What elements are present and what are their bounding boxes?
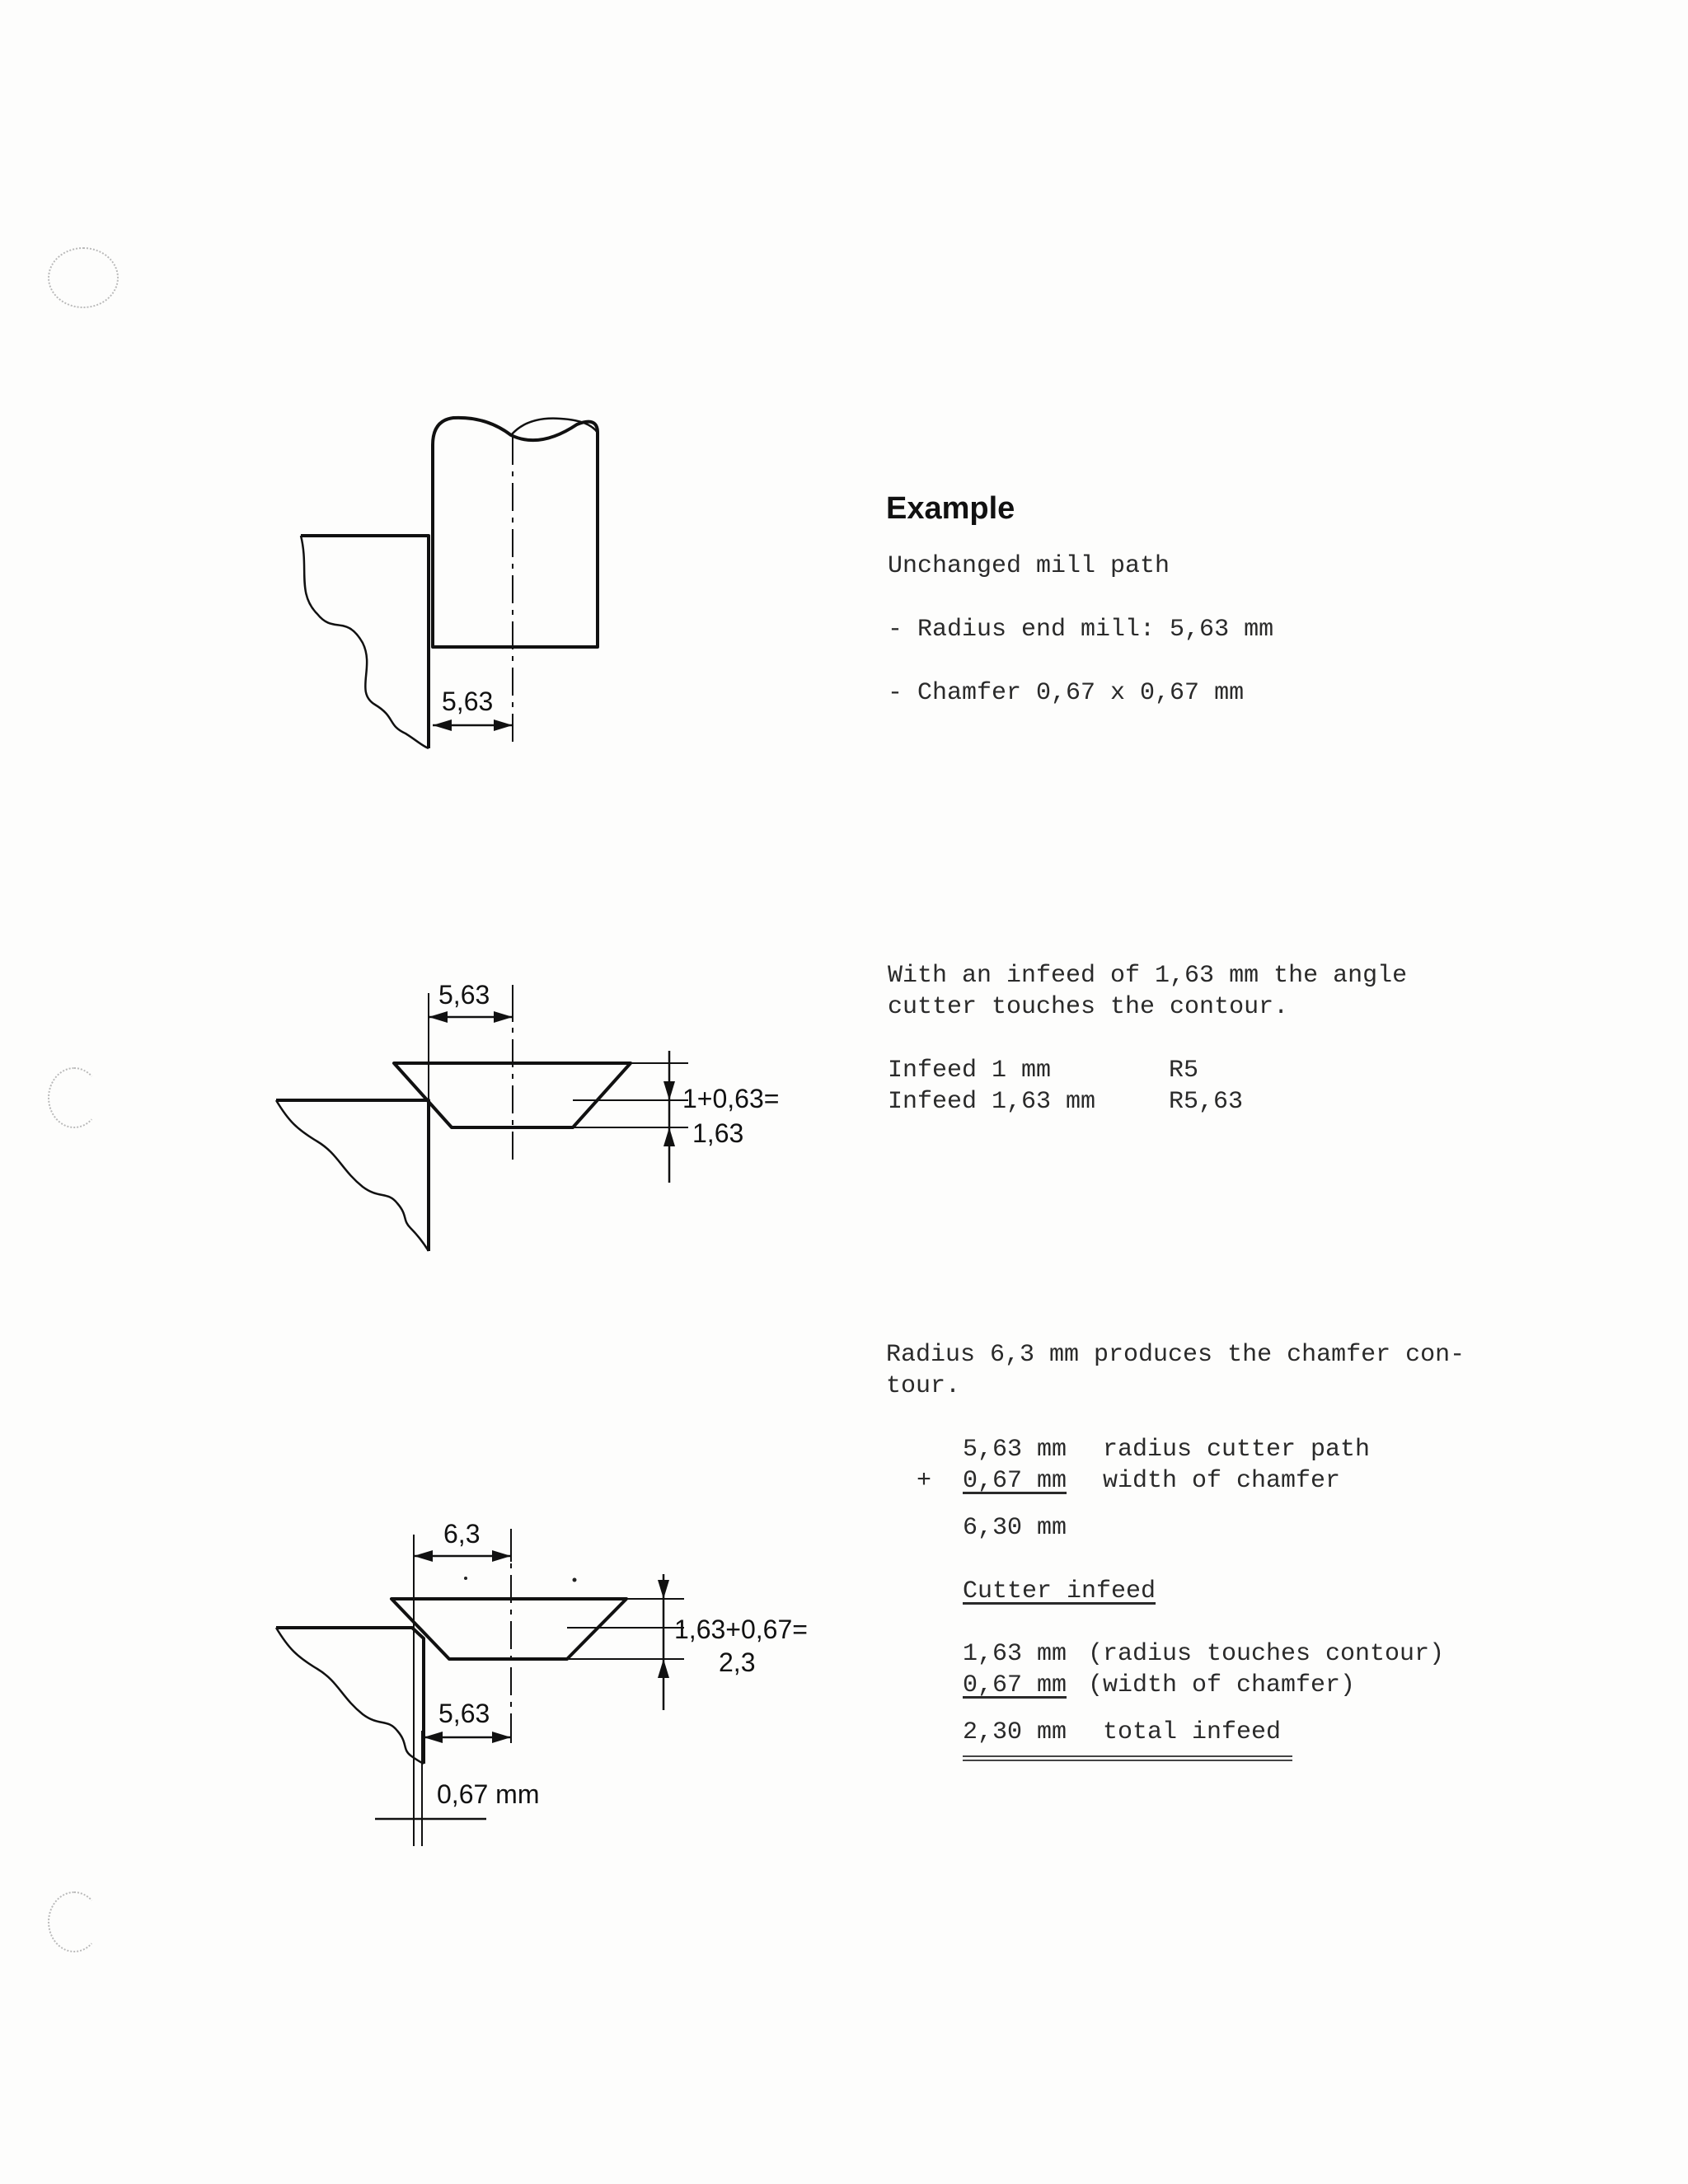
calc-sum: 6,30 mm bbox=[963, 1514, 1067, 1542]
infeed-row-value: R5,63 bbox=[1169, 1088, 1244, 1116]
example-bullet-chamfer: - Chamfer 0,67 x 0,67 mm bbox=[888, 679, 1245, 707]
workpiece-outline bbox=[276, 1628, 424, 1764]
diagram3-dim-right-1: 1,63+0,67= bbox=[674, 1615, 808, 1644]
infeed-row-label: Infeed 1,63 mm bbox=[888, 1088, 1096, 1116]
diagram3-dim-top: 6,3 bbox=[443, 1519, 481, 1549]
radius-text-line2: tour. bbox=[886, 1372, 961, 1400]
calc-r1-desc: radius cutter path bbox=[1103, 1436, 1371, 1464]
example-bullet-radius: - Radius end mill: 5,63 mm bbox=[888, 616, 1274, 644]
diagram1-dim-label: 5,63 bbox=[442, 687, 494, 716]
radius-text-line1: Radius 6,3 mm produces the chamfer con- bbox=[886, 1341, 1465, 1369]
calc-r1-value: 5,63 mm bbox=[963, 1436, 1067, 1464]
example-heading: Example bbox=[886, 491, 1015, 526]
example-subtitle: Unchanged mill path bbox=[888, 552, 1170, 580]
infeed-total-desc: total infeed bbox=[1103, 1718, 1282, 1746]
calc-r2-desc: width of chamfer bbox=[1103, 1467, 1341, 1495]
calc-plus-sign: + bbox=[917, 1467, 932, 1495]
total-double-underline bbox=[963, 1755, 1292, 1761]
diagram3-dim-right-2: 2,3 bbox=[719, 1647, 756, 1677]
infeed-calc-2-desc: (width of chamfer) bbox=[1088, 1671, 1356, 1699]
calc-r2-value: 0,67 mm bbox=[963, 1467, 1067, 1495]
diagram3-dim-bottom: 0,67 mm bbox=[437, 1779, 540, 1809]
infeed-text-line2: cutter touches the contour. bbox=[888, 993, 1289, 1021]
diagram2-dim-top: 5,63 bbox=[438, 980, 490, 1010]
angle-cutter-body bbox=[392, 1599, 626, 1659]
diagram2-dim-right-2: 1,63 bbox=[692, 1118, 744, 1148]
diagram3-dim-mid: 5,63 bbox=[438, 1699, 490, 1728]
infeed-row-value: R5 bbox=[1169, 1057, 1199, 1085]
infeed-text-line1: With an infeed of 1,63 mm the angle bbox=[888, 962, 1408, 990]
infeed-calc-2-value: 0,67 mm bbox=[963, 1671, 1067, 1699]
infeed-total-value: 2,30 mm bbox=[963, 1718, 1067, 1746]
infeed-calc-1-value: 1,63 mm bbox=[963, 1640, 1067, 1668]
infeed-calc-1-desc: (radius touches contour) bbox=[1088, 1640, 1445, 1668]
cutter-infeed-heading: Cutter infeed bbox=[963, 1577, 1156, 1605]
infeed-row-label: Infeed 1 mm bbox=[888, 1057, 1052, 1085]
diagram2-dim-right-1: 1+0,63= bbox=[682, 1084, 780, 1113]
